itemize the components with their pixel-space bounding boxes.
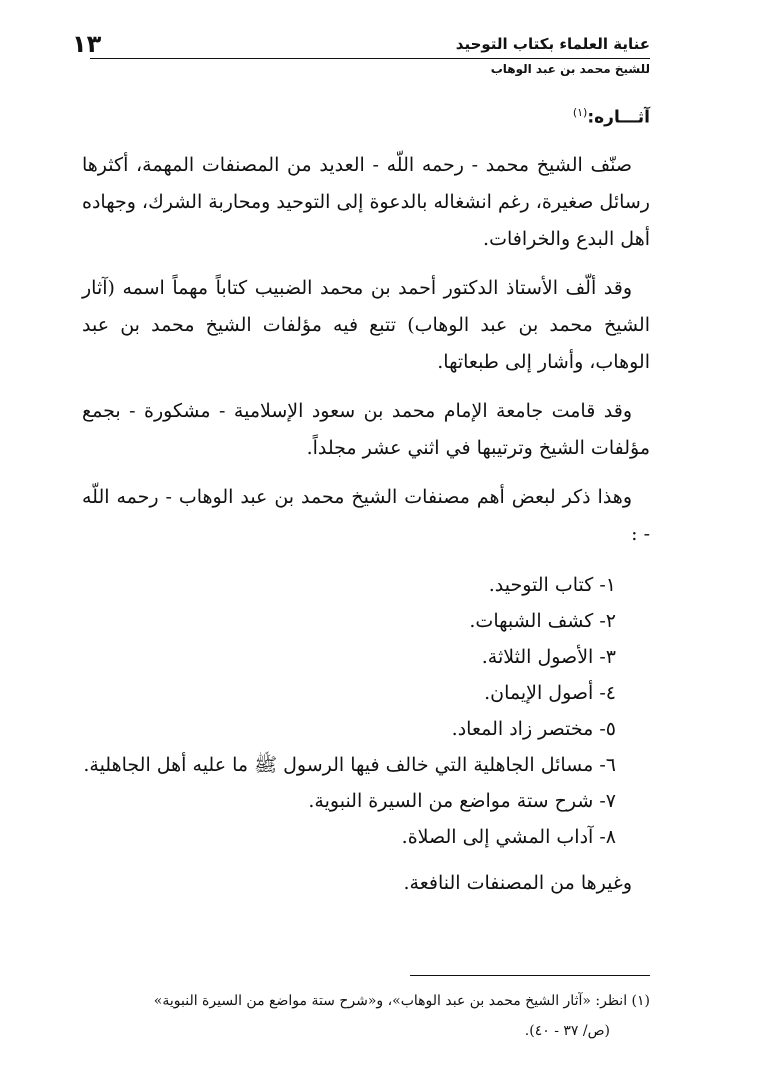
- header-divider: [90, 58, 650, 59]
- running-header-subtitle: للشيخ محمد بن عبد الوهاب: [490, 62, 650, 76]
- closing-paragraph: وغيرها من المصنفات النافعة.: [403, 871, 632, 894]
- list-item: ٤- أصول الإيمان.: [484, 681, 616, 704]
- works-list: [82, 567, 650, 855]
- section-heading-text: آثـــاره:: [587, 107, 650, 128]
- main-content: [82, 98, 650, 902]
- list-item: ٨- آداب المشي إلى الصلاة.: [401, 825, 616, 848]
- list-item: ٧- شرح ستة مواضع من السيرة النبوية.: [308, 789, 616, 812]
- paragraph: صنّف الشيخ محمد - رحمه اللّه - العديد من المصنفات المهمة، أكثرها رسائل صغيرة، رغم انشغاله بالدعوة إلى التوحيد ومحاربة الشرك، وجهاده أهل البدع والخرافات.: [82, 153, 650, 250]
- list-item: ٢- كشف الشبهات.: [469, 609, 616, 632]
- list-item: ١- كتاب التوحيد.: [488, 573, 616, 596]
- footnote: [82, 986, 650, 1046]
- paragraph: وهذا ذكر لبعض أهم مصنفات الشيخ محمد بن عبد الوهاب - رحمه اللّه - :: [82, 485, 650, 545]
- list-item: ٥- مختصر زاد المعاد.: [451, 717, 616, 740]
- list-item: ٦- مسائل الجاهلية التي خالف فيها الرسول ﷺ ما عليه أهل الجاهلية.: [83, 753, 616, 776]
- footnote-divider: [410, 975, 650, 976]
- footnote-reference: (١): [572, 106, 588, 119]
- paragraph: وقد ألّف الأستاذ الدكتور أحمد بن محمد الضبيب كتاباً مهماً اسمه (آثار الشيخ محمد بن عبد الوهاب) تتبع فيه مؤلفات الشيخ محمد بن عبد الوهاب، وأشار إلى طبعاتها.: [82, 276, 650, 373]
- paragraph: وقد قامت جامعة الإمام محمد بن سعود الإسلامية - مشكورة - بجمع مؤلفات الشيخ وترتيبها في اثني عشر مجلداً.: [82, 399, 650, 459]
- page-number: ١٣: [72, 30, 102, 58]
- list-item: ٣- الأصول الثلاثة.: [481, 645, 616, 668]
- running-header-title: عناية العلماء بكتاب التوحيد: [455, 35, 650, 53]
- footnote-line: (١) انظر: «آثار الشيخ محمد بن عبد الوهاب»، و«شرح ستة مواضع من السيرة النبوية»: [153, 993, 650, 1009]
- footnote-line: (ص/ ٣٧ - ٤٠).: [524, 1023, 610, 1039]
- section-heading: [82, 98, 650, 133]
